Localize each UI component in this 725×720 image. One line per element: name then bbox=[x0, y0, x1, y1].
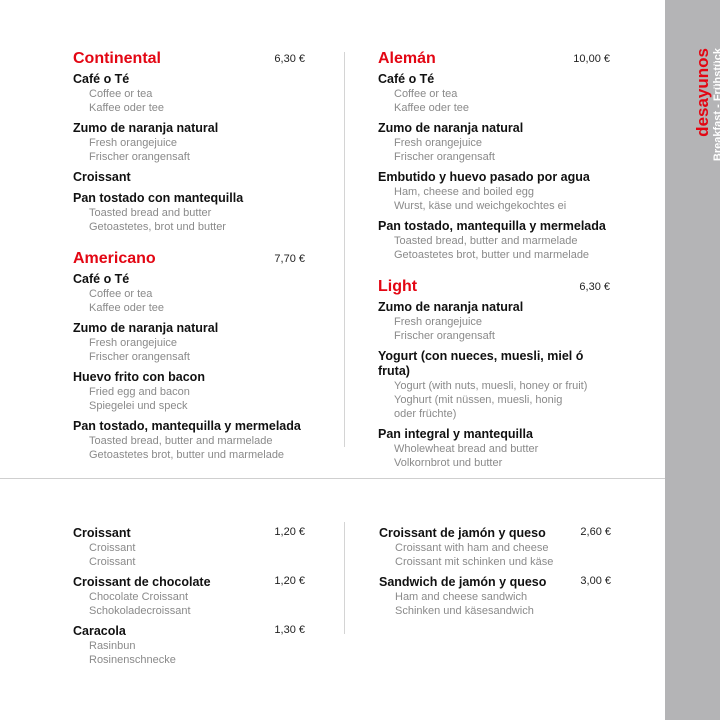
item-name: Zumo de naranja natural bbox=[378, 121, 524, 135]
item-translation: Croissant with ham and cheese bbox=[395, 542, 549, 554]
item-translation: oder früchte) bbox=[394, 408, 457, 420]
extras-left bbox=[73, 526, 305, 667]
item-name: Café o Té bbox=[73, 272, 130, 286]
item-translation: Croissant bbox=[89, 542, 136, 554]
item-translation: Rosinenschnecke bbox=[89, 654, 176, 666]
extra-item bbox=[379, 575, 611, 618]
item-translation: Toasted bread, butter and marmelade bbox=[394, 235, 578, 247]
item-translation: Coffee or tea bbox=[89, 288, 153, 300]
menu-price: 10,00 € bbox=[573, 53, 610, 65]
menu-item bbox=[73, 170, 305, 185]
menu-item bbox=[378, 121, 610, 164]
item-translation: Getoastetes brot, butter und marmelade bbox=[394, 249, 590, 261]
item-translation: Spiegelei und speck bbox=[89, 400, 188, 412]
item-translation: Ham, cheese and boiled egg bbox=[394, 186, 535, 198]
side-subtitle: Breakfast - Frühstück bbox=[712, 48, 724, 162]
menu-price: 6,30 € bbox=[579, 281, 610, 293]
menu-item bbox=[378, 170, 610, 213]
menu-item bbox=[378, 349, 610, 421]
menu-item bbox=[378, 72, 610, 115]
menu-item bbox=[73, 72, 305, 115]
item-translation: Kaffee oder tee bbox=[89, 302, 165, 314]
menu-light bbox=[378, 278, 610, 470]
item-translation: Ham and cheese sandwich bbox=[395, 591, 528, 603]
menu-item bbox=[73, 321, 305, 364]
item-translation: Frischer orangensaft bbox=[89, 351, 190, 363]
item-name: Croissant bbox=[73, 170, 131, 184]
item-translation: Fried egg and bacon bbox=[89, 386, 190, 398]
item-translation: Chocolate Croissant bbox=[89, 591, 189, 603]
item-translation: Yoghurt (mit nüssen, muesli, honig bbox=[394, 394, 563, 406]
item-translation: Volkornbrot und butter bbox=[394, 457, 503, 469]
extra-item bbox=[379, 526, 611, 569]
item-translation: Croissant bbox=[89, 556, 136, 568]
extra-item bbox=[73, 575, 305, 618]
menu-item bbox=[73, 121, 305, 164]
item-price: 1,20 € bbox=[274, 575, 305, 587]
extras-right bbox=[379, 526, 611, 618]
menu-item bbox=[73, 191, 305, 234]
item-translation: Rasinbun bbox=[89, 640, 136, 652]
item-translation: Kaffee oder tee bbox=[89, 102, 165, 114]
item-translation: Wholewheat bread and butter bbox=[394, 443, 539, 455]
item-translation: Schokoladecroissant bbox=[89, 605, 191, 617]
item-name: Zumo de naranja natural bbox=[378, 300, 524, 314]
item-name: Zumo de naranja natural bbox=[73, 121, 219, 135]
item-name: Pan integral y mantequilla bbox=[378, 427, 533, 441]
item-translation: Frischer orangensaft bbox=[89, 151, 190, 163]
item-name: Croissant bbox=[73, 526, 131, 540]
item-translation: Frischer orangensaft bbox=[394, 151, 495, 163]
menu-header bbox=[73, 50, 305, 72]
item-name: Croissant de chocolate bbox=[73, 575, 211, 589]
menu-continental bbox=[73, 50, 305, 234]
extra-item bbox=[73, 624, 305, 667]
item-translation: Toasted bread, butter and marmelade bbox=[89, 435, 273, 447]
item-translation: Getoastetes brot, butter und marmelade bbox=[89, 449, 285, 461]
bottom-column-divider bbox=[344, 522, 345, 634]
item-name: Huevo frito con bacon bbox=[73, 370, 205, 384]
item-translation: Fresh orangejuice bbox=[89, 137, 178, 149]
extra-item bbox=[73, 526, 305, 569]
item-name: Café o Té bbox=[378, 72, 435, 86]
menu-title: Americano bbox=[73, 250, 156, 267]
menu-item bbox=[378, 427, 610, 470]
item-translation: Fresh orangejuice bbox=[394, 137, 483, 149]
item-translation: Wurst, käse und weichgekochtes ei bbox=[394, 200, 567, 212]
item-translation: Fresh orangejuice bbox=[394, 316, 483, 328]
menu-price: 7,70 € bbox=[274, 253, 305, 265]
item-name: Café o Té bbox=[73, 72, 130, 86]
menu-item bbox=[73, 419, 305, 462]
item-translation: Toasted bread and butter bbox=[89, 207, 212, 219]
item-translation: Getoastetes, brot und butter bbox=[89, 221, 226, 233]
item-translation: Fresh orangejuice bbox=[89, 337, 178, 349]
item-name: Yogurt (con nueces, muesli, miel ó fruta) bbox=[378, 349, 584, 378]
menu-item bbox=[73, 370, 305, 413]
item-name: Pan tostado, mantequilla y mermelada bbox=[378, 219, 606, 233]
item-name: Embutido y huevo pasado por agua bbox=[378, 170, 590, 184]
item-translation: Schinken und käsesandwich bbox=[395, 605, 534, 617]
menu-header bbox=[73, 250, 305, 272]
item-name: Pan tostado con mantequilla bbox=[73, 191, 244, 205]
menu-item bbox=[73, 272, 305, 315]
item-price: 1,30 € bbox=[274, 624, 305, 636]
menu-item bbox=[378, 300, 610, 343]
menu-title: Light bbox=[378, 278, 418, 295]
menu-americano bbox=[73, 250, 305, 462]
menu-price: 6,30 € bbox=[274, 53, 305, 65]
menu-header bbox=[378, 50, 610, 72]
item-name: Caracola bbox=[73, 624, 126, 638]
item-translation: Coffee or tea bbox=[394, 88, 458, 100]
item-translation: Kaffee oder tee bbox=[394, 102, 470, 114]
item-translation: Coffee or tea bbox=[89, 88, 153, 100]
item-price: 2,60 € bbox=[580, 526, 611, 538]
item-name: Pan tostado, mantequilla y mermelada bbox=[73, 419, 301, 433]
menu-title: Continental bbox=[73, 50, 161, 67]
item-translation: Frischer orangensaft bbox=[394, 330, 495, 342]
item-name: Croissant de jamón y queso bbox=[379, 526, 546, 540]
menu-header bbox=[378, 278, 610, 300]
item-translation: Yogurt (with nuts, muesli, honey or fruit) bbox=[394, 380, 588, 392]
item-translation: Croissant mit schinken und käse bbox=[395, 556, 554, 568]
top-column-divider bbox=[344, 52, 345, 447]
item-name: Zumo de naranja natural bbox=[73, 321, 219, 335]
menu-title: Alemán bbox=[378, 50, 436, 67]
item-name: Sandwich de jamón y queso bbox=[379, 575, 547, 589]
item-price: 3,00 € bbox=[580, 575, 611, 587]
item-price: 1,20 € bbox=[274, 526, 305, 538]
side-text bbox=[665, 0, 724, 720]
menu-aleman bbox=[378, 50, 610, 262]
menu-item bbox=[378, 219, 610, 262]
side-title: desayunos bbox=[693, 48, 712, 137]
